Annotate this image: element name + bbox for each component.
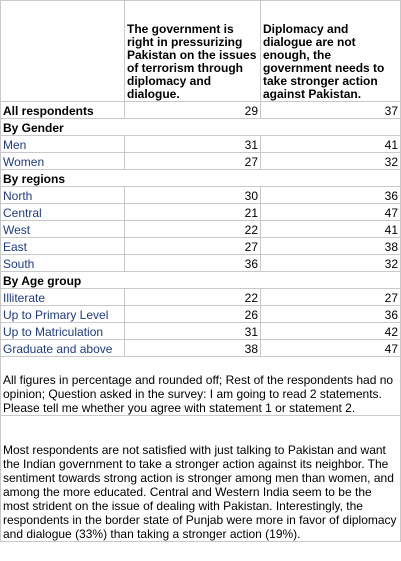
statement-1-header: The government is right in pressurizing Pakistan on the issues of terrorism through diplomacy and dialogue.	[125, 1, 261, 102]
value-statement-2: 38	[261, 238, 401, 255]
value-statement-2: 36	[261, 187, 401, 204]
value-statement-1: 38	[125, 340, 261, 357]
value-statement-1: 21	[125, 204, 261, 221]
section-title: By regions	[1, 170, 401, 187]
section-regions	[1, 170, 401, 187]
table-row	[1, 340, 401, 357]
footnote: All figures in percentage and rounded off; Rest of the respondents had no opinion; Question asked in the survey: I am going to read 2 statements. Please tell me whether you agree with statement 1 or statement 2.	[1, 357, 401, 416]
section-gender	[1, 119, 401, 136]
section-title: By Age group	[1, 272, 401, 289]
row-label: Up to Matriculation	[1, 323, 125, 340]
value-statement-2: 47	[261, 340, 401, 357]
table-row	[1, 255, 401, 272]
row-label: Up to Primary Level	[1, 306, 125, 323]
summary-row	[1, 416, 401, 542]
value-statement-1: 31	[125, 136, 261, 153]
value-statement-2: 32	[261, 255, 401, 272]
summary-text: Most respondents are not satisfied with just talking to Pakistan and want the Indian government to take a stronger action against its neighbor. The sentiment towards strong action is stronger among men than women, and among the more educated. Central and Western India seem to be the most strident on the issue of dealing with Pakistan. Interestingly, the respondents in the border state of Punjab were more in favor of diplomacy and dialogue (33%) than taking a stronger action (19%).	[1, 416, 401, 542]
value-statement-1: 22	[125, 221, 261, 238]
row-label: Graduate and above	[1, 340, 125, 357]
value-statement-1: 30	[125, 187, 261, 204]
table-row	[1, 221, 401, 238]
table-row	[1, 306, 401, 323]
table-row	[1, 289, 401, 306]
row-label: All respondents	[1, 102, 125, 119]
value-statement-1: 27	[125, 153, 261, 170]
value-statement-1: 22	[125, 289, 261, 306]
value-statement-1: 26	[125, 306, 261, 323]
value-statement-2: 32	[261, 153, 401, 170]
value-statement-2: 36	[261, 306, 401, 323]
row-label: Women	[1, 153, 125, 170]
header-row	[1, 1, 401, 102]
table-row	[1, 238, 401, 255]
value-statement-2: 37	[261, 102, 401, 119]
value-statement-2: 42	[261, 323, 401, 340]
value-statement-1: 27	[125, 238, 261, 255]
row-label: Central	[1, 204, 125, 221]
table-row	[1, 153, 401, 170]
value-statement-1: 29	[125, 102, 261, 119]
section-age	[1, 272, 401, 289]
footnote-row	[1, 357, 401, 416]
table-row-all	[1, 102, 401, 119]
table-row	[1, 136, 401, 153]
value-statement-2: 27	[261, 289, 401, 306]
value-statement-2: 47	[261, 204, 401, 221]
table-row	[1, 187, 401, 204]
row-label: Illiterate	[1, 289, 125, 306]
row-label: North	[1, 187, 125, 204]
statement-2-header: Diplomacy and dialogue are not enough, the government needs to take stronger action against Pakistan.	[261, 1, 401, 102]
value-statement-2: 41	[261, 221, 401, 238]
row-label: East	[1, 238, 125, 255]
row-label: West	[1, 221, 125, 238]
row-label: South	[1, 255, 125, 272]
table-row	[1, 204, 401, 221]
value-statement-1: 36	[125, 255, 261, 272]
section-title: By Gender	[1, 119, 401, 136]
value-statement-1: 31	[125, 323, 261, 340]
table-row	[1, 323, 401, 340]
value-statement-2: 41	[261, 136, 401, 153]
row-label: Men	[1, 136, 125, 153]
header-empty-cell	[1, 1, 125, 102]
